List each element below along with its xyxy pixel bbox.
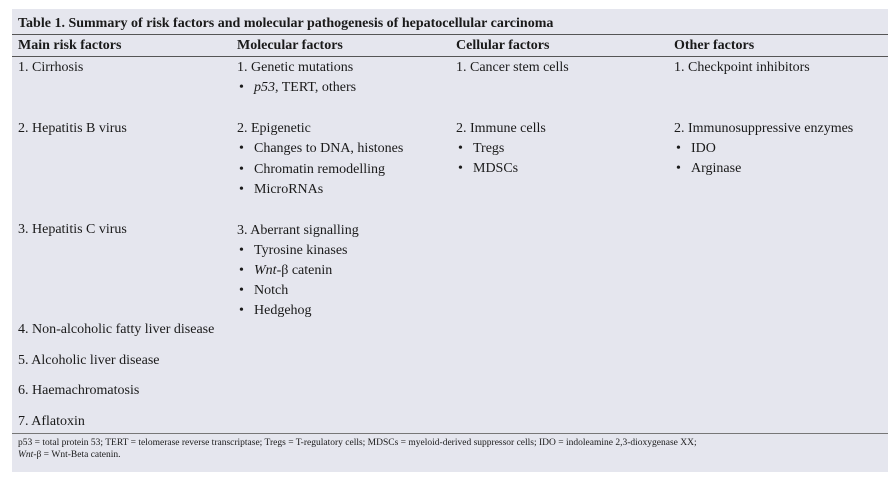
- table-title: Table 1. Summary of risk factors and molecular pathogenesis of hepatocellular carcinoma: [18, 16, 554, 31]
- header-cellular-factors: Cellular factors: [456, 38, 550, 53]
- molecular-bullet-tyrosine-kinases: • Tyrosine kinases: [254, 241, 348, 261]
- cellular-cancer-stem-cells: 1. Cancer stem cells: [456, 60, 569, 75]
- other-bullet-arginase: • Arginase: [691, 159, 741, 179]
- molecular-bullet-dna-histones: • Changes to DNA, histones: [254, 139, 403, 159]
- footnote-wnt-rest: -β = Wnt-Beta catenin.: [33, 450, 121, 460]
- risk-factor-hepatitis-c: 3. Hepatitis C virus: [18, 222, 127, 237]
- wnt-rest: -β catenin: [276, 263, 333, 278]
- footnote-line-2: [18, 449, 121, 461]
- footnote-line-1: p53 = total protein 53; TERT = telomerase reverse transcriptase; Tregs = T-regulatory cells; MDSCs = myeloid-derived suppressor cells; IDO = indoleamine 2,3-dioxygenase XX;: [18, 438, 697, 448]
- header-rule: [12, 56, 888, 57]
- risk-factor-haemachromatosis: 6. Haemachromatosis: [18, 383, 140, 398]
- top-rule: [12, 34, 888, 35]
- bottom-rule: [12, 433, 888, 434]
- risk-factor-cirrhosis: 1. Cirrhosis: [18, 60, 84, 75]
- molecular-bullet-p53-tert: [254, 78, 356, 98]
- molecular-bullet-micrornas: • MicroRNAs: [254, 180, 323, 200]
- other-immunosuppressive-enzymes: 2. Immunosuppressive enzymes: [674, 121, 854, 136]
- p53-rest: , TERT, others: [275, 80, 357, 95]
- header-other-factors: Other factors: [674, 38, 755, 53]
- cellular-immune-cells: 2. Immune cells: [456, 121, 546, 136]
- footnote-wnt: Wnt: [18, 450, 34, 460]
- other-bullet-ido: • IDO: [691, 139, 716, 159]
- other-checkpoint-inhibitors: 1. Checkpoint inhibitors: [674, 60, 810, 75]
- table-panel: [12, 9, 888, 472]
- risk-factor-nafld: 4. Non-alcoholic fatty liver disease: [18, 322, 215, 337]
- p53-label: p53: [254, 80, 275, 95]
- molecular-epigenetic: 2. Epigenetic: [237, 121, 311, 136]
- header-molecular-factors: Molecular factors: [237, 38, 343, 53]
- molecular-aberrant-signalling: 3. Aberrant signalling: [237, 223, 359, 238]
- risk-factor-hepatitis-b: 2. Hepatitis B virus: [18, 121, 127, 136]
- header-main-risk-factors: Main risk factors: [18, 38, 122, 53]
- risk-factor-aflatoxin: 7. Aflatoxin: [18, 414, 85, 429]
- cellular-bullet-tregs: • Tregs: [473, 139, 504, 159]
- molecular-bullet-notch: • Notch: [254, 281, 288, 301]
- molecular-bullet-chromatin: • Chromatin remodelling: [254, 160, 385, 180]
- molecular-genetic-mutations: 1. Genetic mutations: [237, 60, 354, 75]
- molecular-bullet-hedgehog: • Hedgehog: [254, 301, 312, 321]
- risk-factor-alcoholic-liver-disease: 5. Alcoholic liver disease: [18, 353, 160, 368]
- wnt-label: Wnt: [254, 263, 277, 278]
- molecular-bullet-wnt-catenin: [254, 261, 332, 281]
- cellular-bullet-mdscs: • MDSCs: [473, 159, 518, 179]
